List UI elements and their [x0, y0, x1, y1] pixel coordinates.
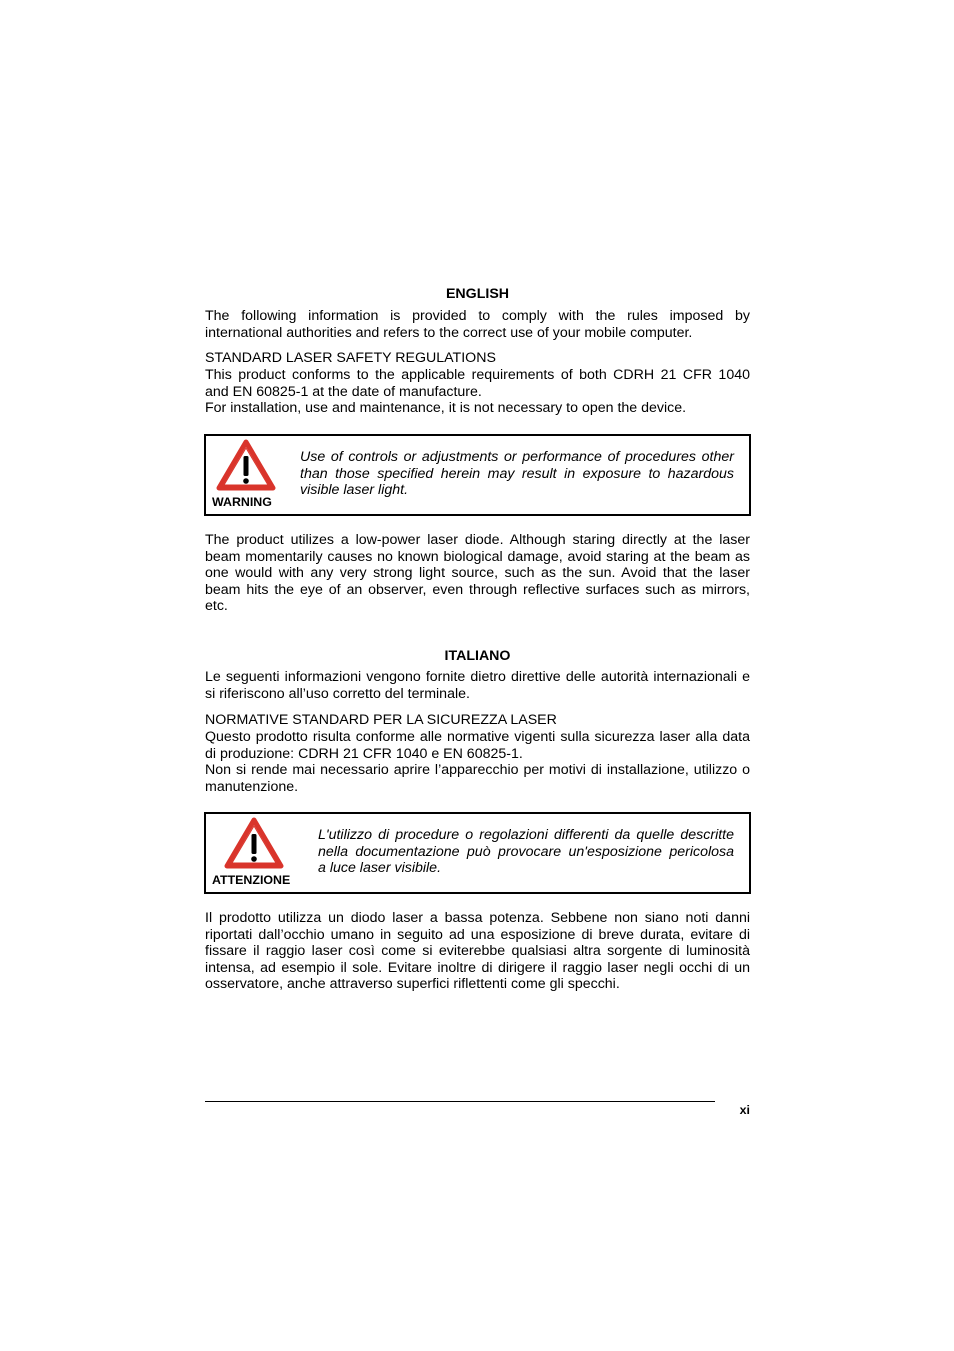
english-conformance — [205, 367, 750, 417]
italiano-intro — [205, 669, 750, 702]
warning-message-line: than those specified herein may result in exposure to hazardous — [300, 465, 734, 482]
italiano-conformance-line: Questo prodotto risulta conforme alle normative vigenti sulla sicurezza laser alla data — [205, 729, 750, 745]
warning-triangle-icon — [224, 817, 284, 869]
italiano-diode-line: fissare il raggio laser così come si eviterebbe qualsiasi altra sorgente di luminosità — [205, 943, 750, 960]
english-heading: ENGLISH — [445, 286, 510, 302]
page-number: xi — [739, 1103, 750, 1117]
english-diode-line: one would with any very strong light source, such as the sun. Avoid that the laser — [205, 565, 750, 582]
italiano-section-title: NORMATIVE STANDARD PER LA SICUREZZA LASER — [205, 712, 557, 728]
english-diode-line: beam hits the eye of an observer, even through reflective surfaces such as mirrors, — [205, 581, 750, 598]
warning-message — [300, 449, 734, 499]
italiano-intro-line: si riferiscono all’uso corretto del terminale. — [205, 685, 470, 702]
attenzione-label: ATTENZIONE — [212, 873, 291, 887]
italiano-diode-line: intensa, ad esempio il sole. Evitare inoltre di dirigere il raggio laser negli occhi di un — [205, 959, 750, 976]
english-intro — [205, 308, 750, 341]
english-diode-line: The product utilizes a low-power laser diode. Although staring directly at the laser — [205, 532, 750, 548]
italiano-open-line: Non si rende mai necessario aprire l’apparecchio per motivi di installazione, utilizzo o — [205, 762, 750, 779]
english-conformance-line: This product conforms to the applicable requirements of both CDRH 21 CFR 1040 — [205, 367, 750, 383]
italiano-open-line: manutenzione. — [205, 778, 299, 795]
warning-message-line: visible laser light. — [300, 482, 409, 499]
italiano-conformance — [205, 729, 750, 795]
english-intro-line: The following information is provided to comply with the rules imposed by — [205, 308, 750, 324]
italiano-intro-line: Le seguenti informazioni vengono fornite dietro direttive delle autorità internazionali e — [205, 669, 750, 685]
warning-triangle-icon — [216, 439, 276, 491]
warning-label: WARNING — [212, 495, 272, 509]
english-warning-box — [204, 434, 751, 516]
english-open-device: For installation, use and maintenance, it is not necessary to open the device. — [205, 400, 687, 417]
italiano-warning-box — [204, 812, 751, 894]
attenzione-message-line: a luce laser visibile. — [318, 860, 442, 877]
english-diode-paragraph — [205, 532, 750, 615]
footer-rule — [205, 1101, 715, 1102]
italiano-diode-line: osservatore, anche attraverso superfici riflettenti come gli specchi. — [205, 976, 620, 993]
english-section-title: STANDARD LASER SAFETY REGULATIONS — [205, 350, 496, 366]
italiano-diode-line: riportati dall’occhio umano in seguito ad una esposizione di breve durata, evitare di — [205, 926, 750, 943]
english-conformance-line: and EN 60825-1 at the date of manufacture. — [205, 383, 482, 400]
english-diode-line: etc. — [205, 598, 228, 615]
attenzione-message — [318, 827, 734, 877]
english-intro-line: international authorities and refers to the correct use of your mobile computer. — [205, 324, 693, 341]
italiano-diode-paragraph — [205, 910, 750, 993]
warning-message-line: Use of controls or adjustments or performance of procedures other — [300, 449, 734, 465]
italiano-heading: ITALIANO — [444, 648, 511, 664]
english-diode-line: beam momentarily causes no known biological damage, avoid staring at the beam as — [205, 548, 750, 565]
attenzione-message-line: L'utilizzo di procedure o regolazioni differenti da quelle descritte — [318, 827, 734, 843]
italiano-conformance-line: di produzione: CDRH 21 CFR 1040 e EN 60825-1. — [205, 745, 523, 762]
attenzione-message-line: nella documentazione può provocare un'esposizione pericolosa — [318, 843, 734, 860]
italiano-diode-line: Il prodotto utilizza un diodo laser a bassa potenza. Sebbene non siano noti danni — [205, 910, 750, 926]
